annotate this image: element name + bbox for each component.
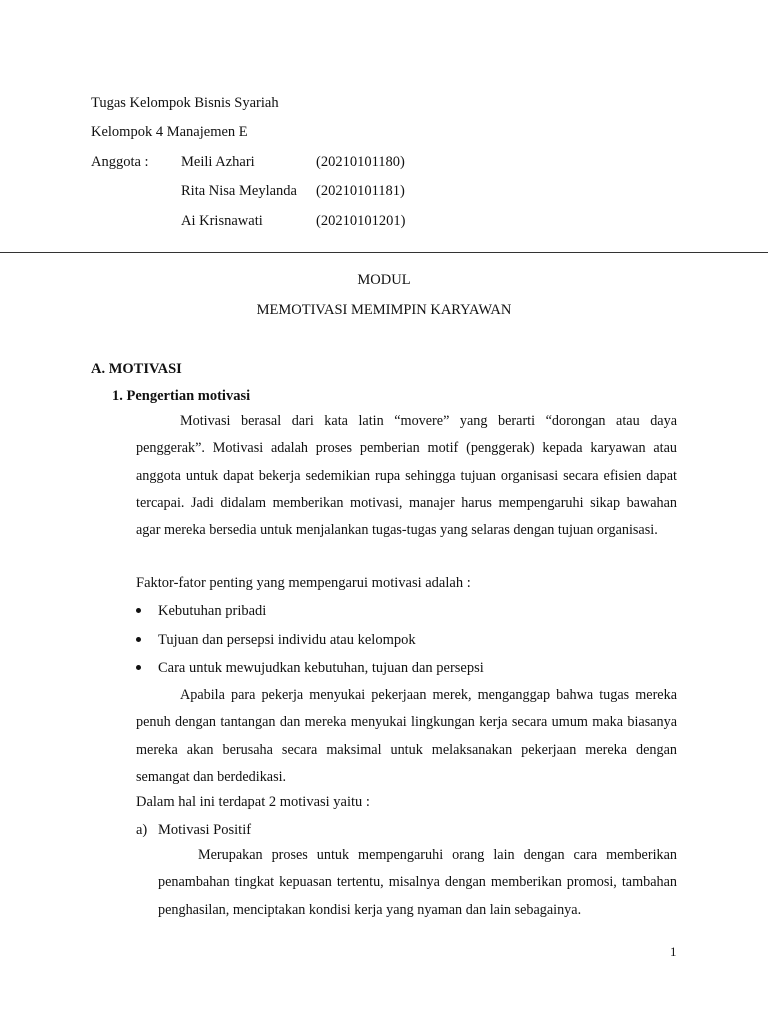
type-label: Motivasi Positif bbox=[158, 822, 252, 838]
sub-heading: 1. Pengertian motivasi bbox=[112, 388, 251, 404]
members-label: Anggota : bbox=[91, 154, 149, 170]
factors-intro: Faktor-fator penting yang mempengarui motivasi adalah : bbox=[136, 575, 471, 591]
bullet-icon bbox=[136, 637, 141, 642]
document-title: MODUL bbox=[357, 272, 411, 288]
member-id: (20210101201) bbox=[316, 213, 406, 229]
types-intro: Dalam hal ini terdapat 2 motivasi yaitu : bbox=[136, 794, 370, 810]
paragraph-workers: Apabila para pekerja menyukai pekerjaan merek, menganggap bahwa tugas mereka penuh dengan tantangan dan mereka menyukai lingkungan kerja secara umum maka biasanya mereka akan berusaha secara maksimal untuk melaksanakan pekerjaan mereka dengan semangat dan berdedikasi. bbox=[136, 687, 677, 785]
list-item: Cara untuk mewujudkan kebutuhan, tujuan dan persepsi bbox=[158, 660, 484, 676]
bullet-icon bbox=[136, 665, 141, 670]
list-item: Kebutuhan pribadi bbox=[158, 603, 267, 619]
section-heading: A. MOTIVASI bbox=[91, 361, 182, 377]
document-subtitle: MEMOTIVASI MEMIMPIN KARYAWAN bbox=[256, 302, 512, 318]
paragraph-definition: Motivasi berasal dari kata latin “movere” yang berarti “dorongan atau daya penggerak”. Motivasi adalah proses pemberian motif (penggerak) kepada karyawan atau anggota untuk dapat bekerja sedemikian rupa sehingga tujuan organisasi secara efisien dapat tercapai. Jadi didalam memberikan motivasi, manajer harus mempengaruhi sikap bawahan agar mereka bersedia untuk menjalankan tugas-tugas yang selaras dengan tujuan organisasi. bbox=[136, 413, 677, 539]
page-number: 1 bbox=[670, 944, 677, 959]
member-name: Ai Krisnawati bbox=[181, 213, 263, 229]
assignment-title: Tugas Kelompok Bisnis Syariah bbox=[91, 95, 279, 111]
paragraph-positive-motivation: Merupakan proses untuk mempengaruhi orang lain dengan cara memberikan penambahan tingkat kepuasan tertentu, misalnya dengan memberikan promosi, tambahan penghasilan, menciptakan kondisi kerja yang nyaman dan lain sebagainya. bbox=[158, 847, 677, 918]
list-item: Tujuan dan persepsi individu atau kelompok bbox=[158, 632, 416, 648]
member-name: Meili Azhari bbox=[181, 154, 255, 170]
member-name: Rita Nisa Meylanda bbox=[181, 183, 297, 199]
bullet-icon bbox=[136, 608, 141, 613]
member-id: (20210101180) bbox=[316, 154, 405, 170]
list-marker: a) bbox=[136, 822, 148, 838]
group-name: Kelompok 4 Manajemen E bbox=[91, 124, 248, 140]
header-divider bbox=[0, 252, 768, 253]
member-id: (20210101181) bbox=[316, 183, 405, 199]
